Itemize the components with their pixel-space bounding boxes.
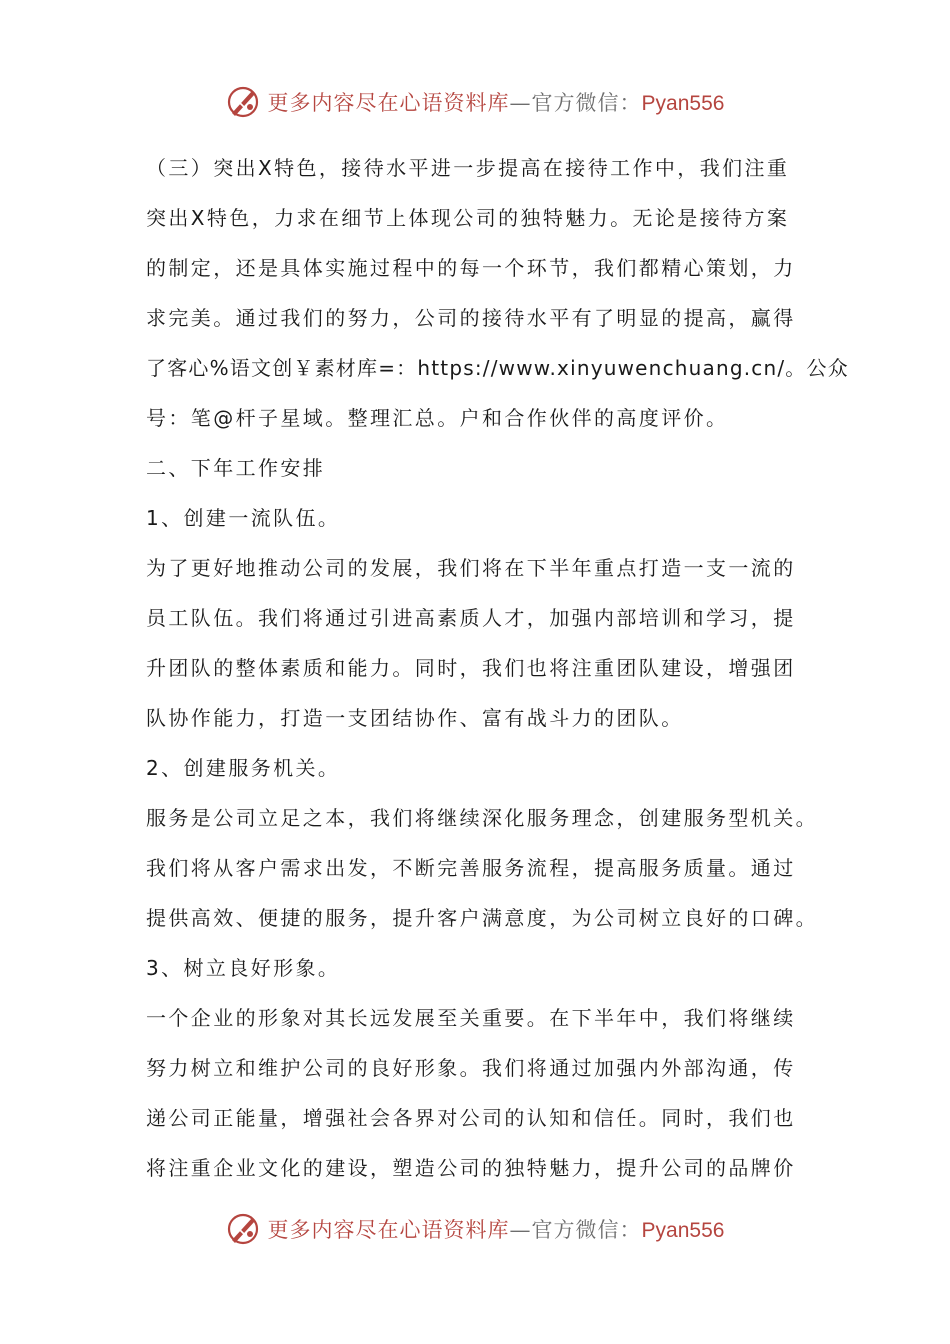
body-line: 递公司正能量，增强社会各界对公司的认知和信任。同时，我们也 <box>146 1106 796 1130</box>
body-line: 服务是公司立足之本，我们将继续深化服务理念，创建服务型机关。 <box>146 806 818 830</box>
quill-seal-icon <box>226 1212 260 1246</box>
body-line: 将注重企业文化的建设，塑造公司的独特魅力，提升公司的品牌价 <box>146 1156 796 1180</box>
banner-main-text: 更多内容尽在心语资料库 <box>267 91 510 115</box>
body-line: 员工队伍。我们将通过引进高素质人才，加强内部培训和学习，提 <box>146 606 796 630</box>
document-body <box>146 143 849 1193</box>
subsection-heading: 2、创建服务机关。 <box>146 756 341 780</box>
body-line: 一个企业的形象对其长远发展至关重要。在下半年中，我们将继续 <box>146 1006 796 1030</box>
body-line: 队协作能力，打造一支团结协作、富有战斗力的团队。 <box>146 706 684 730</box>
body-line: 号：笔@杆子星域。整理汇总。户和合作伙伴的高度评价。 <box>146 406 729 430</box>
body-line: 的制定，还是具体实施过程中的每一个环节，我们都精心策划，力 <box>146 256 796 280</box>
footer-watermark-banner <box>0 1209 950 1249</box>
header-watermark-banner <box>0 82 950 122</box>
body-line: 努力树立和维护公司的良好形象。我们将通过加强内外部沟通，传 <box>146 1056 796 1080</box>
body-line: 我们将从客户需求出发，不断完善服务流程，提高服务质量。通过 <box>146 856 796 880</box>
banner-wechat-id: Pyan556 <box>641 92 725 115</box>
banner-sub-text: —官方微信： <box>509 1218 642 1242</box>
subsection-heading: 1、创建一流队伍。 <box>146 506 341 530</box>
banner-text <box>268 1214 725 1244</box>
subsection-heading: 3、树立良好形象。 <box>146 956 341 980</box>
banner-sub-text: —官方微信： <box>509 91 642 115</box>
body-line: 为了更好地推动公司的发展，我们将在下半年重点打造一支一流的 <box>146 556 796 580</box>
body-line: （三）突出X特色，接待水平进一步提高在接待工作中，我们注重 <box>146 156 790 180</box>
body-line: 升团队的整体素质和能力。同时，我们也将注重团队建设，增强团 <box>146 656 796 680</box>
body-line: 提供高效、便捷的服务，提升客户满意度，为公司树立良好的口碑。 <box>146 906 818 930</box>
banner-wechat-id: Pyan556 <box>641 1219 725 1242</box>
banner-text <box>268 87 725 117</box>
banner-main-text: 更多内容尽在心语资料库 <box>267 1218 510 1242</box>
body-line: 求完美。通过我们的努力，公司的接待水平有了明显的提高，赢得 <box>146 306 796 330</box>
body-line-with-url: 了客心%语文创￥素材库=：https://www.xinyuwenchuang.cn/。公众 <box>146 356 849 380</box>
body-line: 突出X特色，力求在细节上体现公司的独特魅力。无论是接待方案 <box>146 206 790 230</box>
section-heading: 二、下年工作安排 <box>146 456 326 480</box>
quill-seal-icon <box>226 85 260 119</box>
